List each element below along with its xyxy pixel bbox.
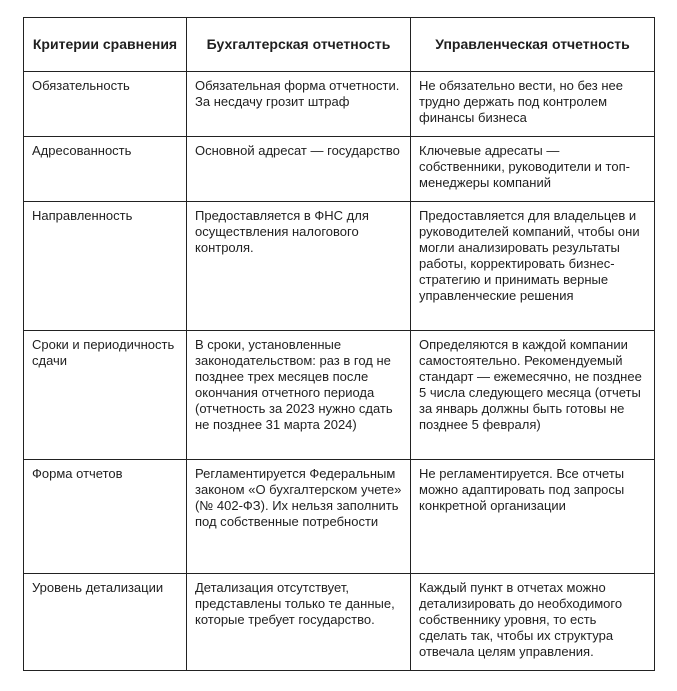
criterion-cell: Адресованность bbox=[24, 137, 187, 202]
table-row bbox=[24, 72, 655, 137]
management-cell: Не регламентируется. Все отчеты можно адаптировать под запросы конкретной организации bbox=[411, 460, 655, 574]
header-accounting: Бухгалтерская отчетность bbox=[187, 18, 411, 72]
management-cell: Предоставляется для владельцев и руководителей компаний, чтобы они могли анализировать результаты работы, корректировать бизнес-стратегию и принимать верные управленческие решения bbox=[411, 202, 655, 331]
table-row bbox=[24, 137, 655, 202]
table-header bbox=[24, 18, 655, 72]
accounting-cell: Регламентируется Федеральным законом «О бухгалтерском учете» (№ 402-ФЗ). Их нельзя заполнить под собственные потребности bbox=[187, 460, 411, 574]
table-row bbox=[24, 574, 655, 671]
comparison-table bbox=[23, 17, 655, 671]
header-criteria: Критерии сравнения bbox=[24, 18, 187, 72]
table-row bbox=[24, 460, 655, 574]
criterion-cell: Сроки и периодичность сдачи bbox=[24, 331, 187, 460]
table-body bbox=[24, 72, 655, 671]
criterion-cell: Форма отчетов bbox=[24, 460, 187, 574]
criterion-cell: Обязательность bbox=[24, 72, 187, 137]
header-row bbox=[24, 18, 655, 72]
management-cell: Определяются в каждой компании самостоятельно. Рекомендуемый стандарт — ежемесячно, не позднее 5 числа следующего месяца (отчеты за январь должны быть готовы не позднее 5 февраля) bbox=[411, 331, 655, 460]
header-management: Управленческая отчетность bbox=[411, 18, 655, 72]
criterion-cell: Направленность bbox=[24, 202, 187, 331]
management-cell: Не обязательно вести, но без нее трудно держать под контролем финансы бизнеса bbox=[411, 72, 655, 137]
accounting-cell: Детализация отсутствует, представлены только те данные, которые требует государство. bbox=[187, 574, 411, 671]
table-row bbox=[24, 202, 655, 331]
accounting-cell: Предоставляется в ФНС для осуществления налогового контроля. bbox=[187, 202, 411, 331]
accounting-cell: В сроки, установленные законодательством: раз в год не позднее трех месяцев после окончания отчетного периода (отчетность за 2023 нужно сдать не позднее 31 марта 2024) bbox=[187, 331, 411, 460]
management-cell: Каждый пункт в отчетах можно детализировать до необходимого собственнику уровня, то есть сделать так, чтобы их структура отвечала целям управления. bbox=[411, 574, 655, 671]
accounting-cell: Обязательная форма отчетности. За несдачу грозит штраф bbox=[187, 72, 411, 137]
table-row bbox=[24, 331, 655, 460]
accounting-cell: Основной адресат — государство bbox=[187, 137, 411, 202]
criterion-cell: Уровень детализации bbox=[24, 574, 187, 671]
management-cell: Ключевые адресаты — собственники, руководители и топ-менеджеры компаний bbox=[411, 137, 655, 202]
